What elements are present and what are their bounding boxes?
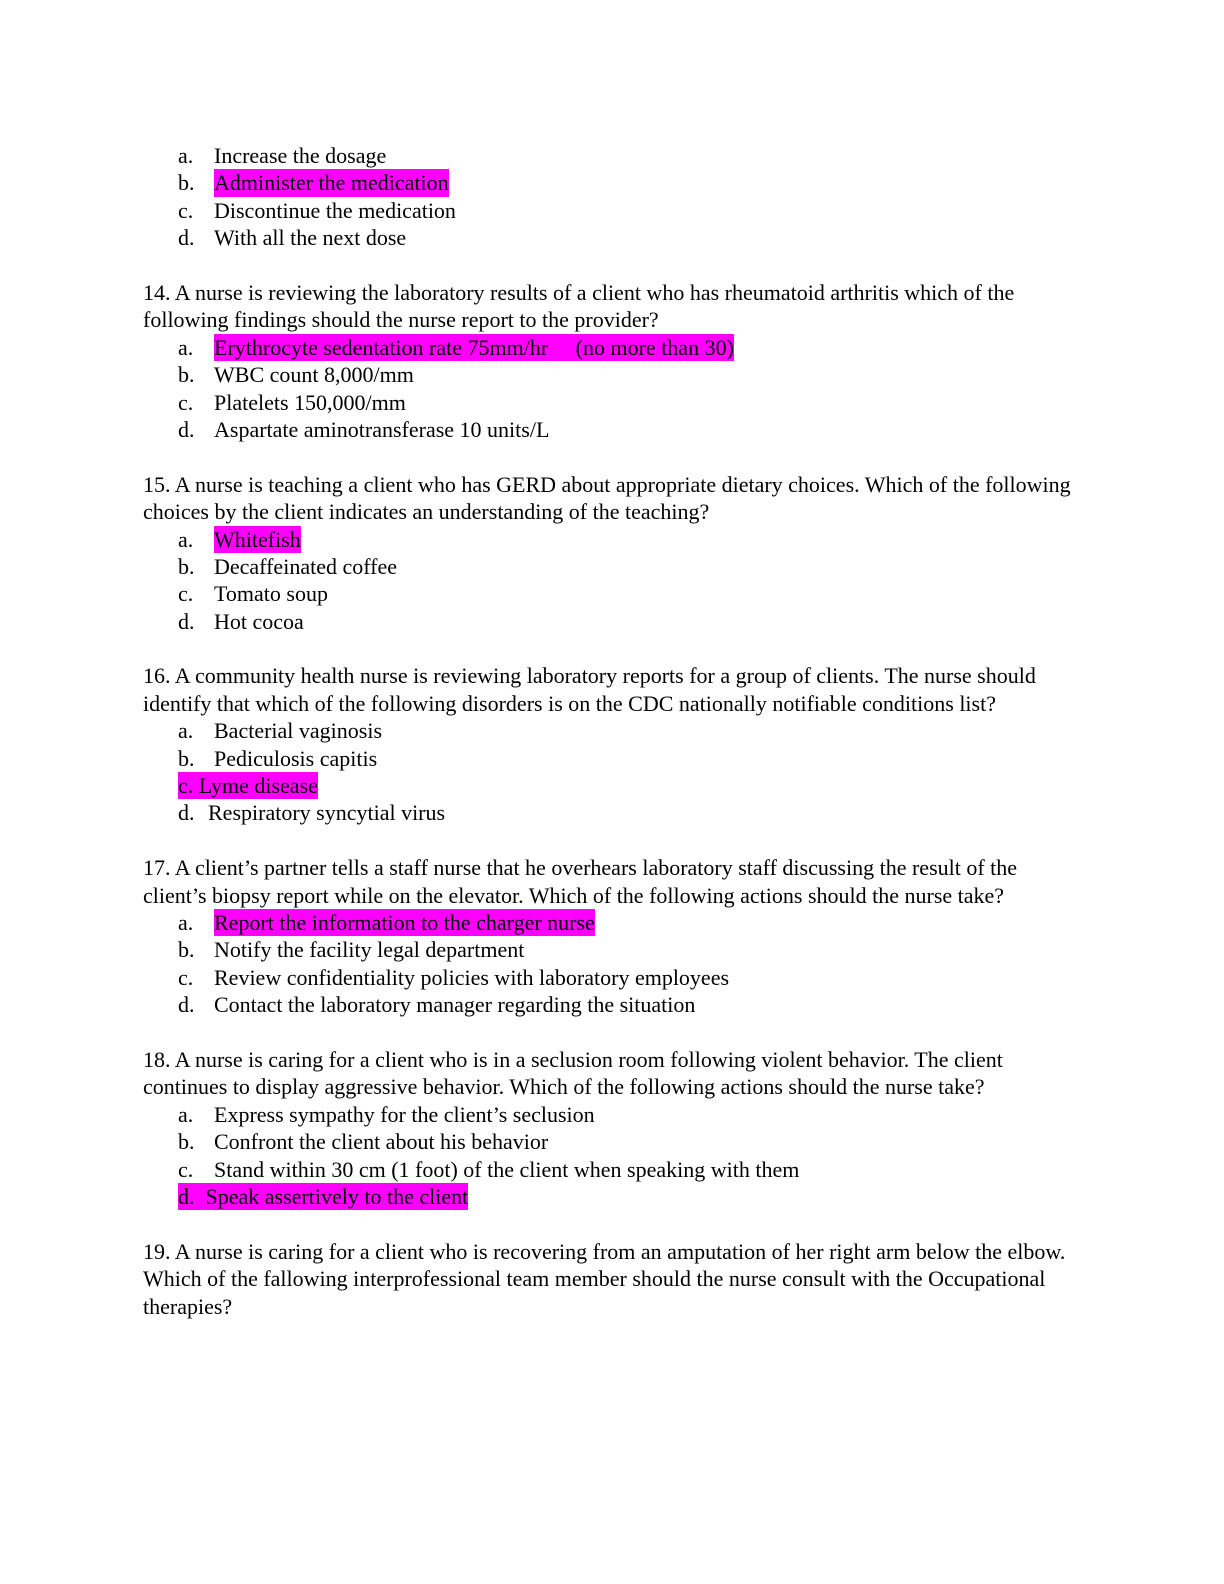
option-c bbox=[143, 389, 1083, 416]
option-b bbox=[143, 361, 1083, 388]
option-d bbox=[143, 991, 1083, 1018]
option-d bbox=[143, 799, 1083, 826]
option-text-highlighted: Report the information to the charger nurse bbox=[214, 910, 595, 936]
option-b bbox=[143, 553, 1083, 580]
answer-options bbox=[143, 526, 1083, 636]
option-b bbox=[143, 169, 1083, 196]
option-a bbox=[143, 334, 1083, 361]
option-letter: a. bbox=[178, 334, 194, 360]
option-text-highlighted: Erythrocyte sedentation rate 75mm/hr (no more than 30) bbox=[214, 334, 734, 360]
option-highlighted-line bbox=[178, 1183, 468, 1210]
option-c bbox=[143, 580, 1083, 607]
option-c bbox=[143, 772, 1083, 799]
question-15 bbox=[143, 471, 1083, 635]
option-c bbox=[143, 1156, 1083, 1183]
option-text: Stand within 30 cm (1 foot) of the client when speaking with them bbox=[214, 1156, 800, 1182]
option-a bbox=[143, 909, 1083, 936]
option-letter: d. bbox=[178, 992, 195, 1018]
option-text: Tomato soup bbox=[214, 581, 328, 607]
option-d bbox=[143, 608, 1083, 635]
option-letter: a. bbox=[178, 910, 194, 936]
option-text: Bacterial vaginosis bbox=[214, 718, 383, 744]
option-letter: b. bbox=[178, 745, 195, 771]
question-17 bbox=[143, 854, 1083, 1018]
option-d bbox=[143, 416, 1083, 443]
option-b bbox=[143, 745, 1083, 772]
option-text: Respiratory syncytial virus bbox=[208, 800, 446, 826]
option-letter: c. bbox=[178, 389, 194, 415]
question-16 bbox=[143, 662, 1083, 826]
option-text: Pediculosis capitis bbox=[214, 745, 378, 771]
question-stem: 15. A nurse is teaching a client who has GERD about appropriate dietary choices. Which of the following choices by the client indicates an understanding of the teaching? bbox=[143, 471, 1071, 525]
option-letter: d. bbox=[178, 800, 195, 826]
option-letter: b. bbox=[178, 170, 195, 196]
option-text: Discontinue the medication bbox=[214, 197, 456, 223]
option-text-highlighted: Lyme disease bbox=[198, 773, 318, 799]
question-19 bbox=[143, 1238, 1083, 1320]
question-14 bbox=[143, 279, 1083, 443]
question-13-continued bbox=[143, 142, 1083, 252]
question-stem: 19. A nurse is caring for a client who is recovering from an amputation of her right arm below the elbow. Which of the fallowing interprofessional team member should the nurse consult with the Occupational therapies? bbox=[143, 1238, 1071, 1319]
option-letter: a. bbox=[178, 143, 194, 168]
option-letter: c. bbox=[178, 964, 194, 990]
option-c bbox=[143, 197, 1083, 224]
option-text: Express sympathy for the client’s seclusion bbox=[214, 1101, 595, 1127]
option-a bbox=[143, 717, 1083, 744]
option-text: Notify the facility legal department bbox=[214, 937, 525, 963]
option-c bbox=[143, 964, 1083, 991]
option-letter: d. bbox=[178, 225, 195, 251]
option-text: Review confidentiality policies with laboratory employees bbox=[214, 964, 730, 990]
option-text: Decaffeinated coffee bbox=[214, 553, 398, 579]
option-letter: b. bbox=[178, 1129, 195, 1155]
option-text: Increase the dosage bbox=[214, 143, 387, 168]
option-d bbox=[143, 224, 1083, 251]
option-a bbox=[143, 526, 1083, 553]
option-letter: c. bbox=[178, 1156, 194, 1182]
option-letter: b. bbox=[178, 937, 195, 963]
question-stem: 14. A nurse is reviewing the laboratory results of a client who has rheumatoid arthritis which of the following findings should the nurse report to the provider? bbox=[143, 279, 1015, 333]
option-text-highlighted: Speak assertively to the client bbox=[205, 1184, 469, 1209]
option-text: Hot cocoa bbox=[214, 608, 304, 634]
option-text: WBC count 8,000/mm bbox=[214, 362, 414, 388]
option-a bbox=[143, 142, 1083, 169]
option-letter: a. bbox=[178, 718, 194, 744]
option-letter: b. bbox=[178, 362, 195, 388]
document-page bbox=[143, 142, 1083, 1347]
option-letter: b. bbox=[178, 553, 195, 579]
option-text: Contact the laboratory manager regarding the situation bbox=[214, 992, 696, 1018]
option-text: With all the next dose bbox=[214, 225, 407, 251]
option-letter: c. bbox=[178, 773, 194, 799]
option-letter: d. bbox=[178, 1184, 195, 1209]
option-text: Platelets 150,000/mm bbox=[214, 389, 406, 415]
option-b bbox=[143, 936, 1083, 963]
option-text-highlighted: Whitefish bbox=[214, 526, 301, 552]
option-highlighted-line bbox=[178, 772, 318, 799]
question-18 bbox=[143, 1046, 1083, 1210]
option-b bbox=[143, 1128, 1083, 1155]
answer-options bbox=[143, 1101, 1083, 1211]
question-stem: 17. A client’s partner tells a staff nurse that he overhears laboratory staff discussing the result of the client’s biopsy report while on the elevator. Which of the following actions should the nurse take? bbox=[143, 855, 1018, 908]
option-letter: d. bbox=[178, 608, 195, 634]
answer-options bbox=[143, 142, 1083, 252]
answer-options bbox=[143, 717, 1083, 827]
answer-options bbox=[143, 909, 1083, 1019]
question-stem: 18. A nurse is caring for a client who is in a seclusion room following violent behavior. The client continues to display aggressive behavior. Which of the following actions should the nurse take? bbox=[143, 1047, 1003, 1100]
option-letter: a. bbox=[178, 1101, 194, 1127]
option-text: Confront the client about his behavior bbox=[214, 1129, 549, 1155]
option-d bbox=[143, 1183, 1083, 1210]
option-text: Aspartate aminotransferase 10 units/L bbox=[214, 416, 550, 442]
question-stem: 16. A community health nurse is reviewing laboratory reports for a group of clients. The nurse should identify that which of the following disorders is on the CDC nationally notifiable conditions list? bbox=[143, 663, 1036, 716]
option-letter: c. bbox=[178, 197, 194, 223]
option-letter: c. bbox=[178, 581, 194, 607]
answer-options bbox=[143, 334, 1083, 444]
option-a bbox=[143, 1101, 1083, 1128]
option-letter: a. bbox=[178, 526, 194, 552]
option-text-highlighted: Administer the medication bbox=[214, 170, 449, 196]
option-letter: d. bbox=[178, 416, 195, 442]
